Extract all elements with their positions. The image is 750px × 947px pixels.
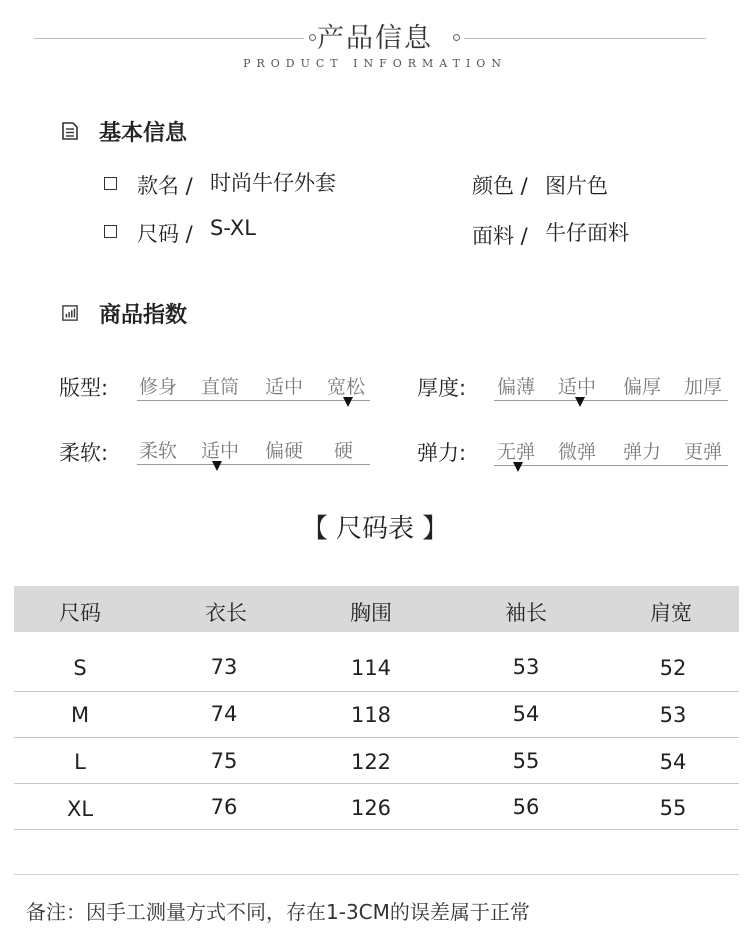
elasticity-option: 微弹: [558, 441, 597, 463]
table-header-cell: 肩宽: [650, 601, 692, 625]
elasticity-selected-marker: [513, 462, 523, 472]
table-header-cell: 胸围: [350, 601, 392, 625]
fit-label: 版型:: [59, 376, 109, 400]
table-row-divider: [14, 783, 739, 784]
table-row-divider: [14, 691, 739, 692]
table-cell: 56: [512, 795, 540, 819]
table-row-divider: [14, 829, 739, 830]
table-cell: 114: [350, 656, 392, 680]
fit-selected-marker: [343, 397, 353, 407]
fit-option: 宽松: [327, 376, 366, 398]
product-index-title: 商品指数: [99, 303, 188, 328]
color-value: 图片色: [545, 174, 608, 198]
table-row-divider: [14, 737, 739, 738]
color-label: 颜色 /: [472, 174, 528, 198]
style-value: 时尚牛仔外套: [210, 171, 336, 195]
softness-option: 柔软: [139, 440, 178, 462]
page-subtitle: PRODUCT INFORMATION: [243, 57, 507, 70]
fabric-value: 牛仔面料: [545, 221, 629, 245]
table-cell: 54: [512, 702, 540, 726]
elasticity-option: 弹力: [623, 441, 662, 463]
table-cell: L: [74, 750, 86, 774]
thickness-label: 厚度:: [417, 376, 467, 400]
page-title: 产品信息: [317, 23, 433, 54]
table-cell: 54: [659, 750, 687, 774]
table-cell: 118: [350, 703, 392, 727]
fit-option: 直筒: [201, 376, 240, 398]
fit-option: 适中: [265, 376, 304, 398]
softness-option: 硬: [334, 440, 354, 462]
thickness-option: 偏薄: [497, 376, 536, 398]
thickness-option: 加厚: [684, 376, 723, 398]
elasticity-option: 更弹: [684, 441, 723, 463]
softness-option: 偏硬: [265, 440, 304, 462]
table-cell: 52: [659, 656, 687, 680]
size-label: 尺码 /: [137, 222, 193, 246]
thickness-option: 偏厚: [623, 376, 662, 398]
fabric-label: 面料 /: [472, 224, 528, 248]
elasticity-option: 无弹: [497, 441, 536, 463]
table-cell: 73: [210, 655, 238, 679]
table-header-cell: 袖长: [505, 601, 547, 625]
table-cell: 53: [512, 655, 540, 679]
table-cell: 75: [210, 749, 238, 773]
table-cell: 55: [512, 749, 540, 773]
table-cell: 126: [350, 796, 392, 820]
fit-option: 修身: [139, 376, 178, 398]
table-cell: 76: [210, 795, 238, 819]
checkbox-style: [104, 177, 117, 190]
softness-label: 柔软:: [59, 441, 109, 465]
table-cell: 74: [210, 702, 238, 726]
table-cell: XL: [66, 797, 94, 821]
note-divider: [14, 874, 739, 875]
bar-chart-icon: [62, 304, 78, 322]
measurement-note: 备注：因手工测量方式不同，存在1-3CM的误差属于正常: [26, 900, 530, 924]
header-dot-right: [453, 34, 460, 41]
softness-option: 适中: [201, 440, 240, 462]
softness-scale-line: [137, 464, 370, 465]
checkbox-size: [104, 225, 117, 238]
elasticity-label: 弹力:: [417, 441, 467, 465]
table-header-cell: 尺码: [59, 601, 101, 625]
table-cell: S: [73, 656, 87, 680]
style-label: 款名 /: [137, 174, 193, 198]
table-cell: 53: [659, 703, 687, 727]
table-header-cell: 衣长: [205, 601, 247, 625]
thickness-scale-line: [494, 400, 728, 401]
elasticity-scale-line: [494, 465, 728, 466]
basic-info-title: 基本信息: [99, 121, 188, 146]
thickness-selected-marker: [575, 397, 585, 407]
table-cell: M: [70, 703, 90, 727]
thickness-option: 适中: [558, 376, 597, 398]
size-table-title: 【 尺码表 】: [301, 514, 449, 544]
softness-selected-marker: [212, 461, 222, 471]
document-icon: [62, 122, 78, 140]
table-cell: 122: [350, 750, 392, 774]
header-rule-right: [464, 38, 706, 39]
table-cell: 55: [659, 796, 687, 820]
size-value: S-XL: [210, 216, 256, 240]
fit-scale-line: [137, 400, 370, 401]
